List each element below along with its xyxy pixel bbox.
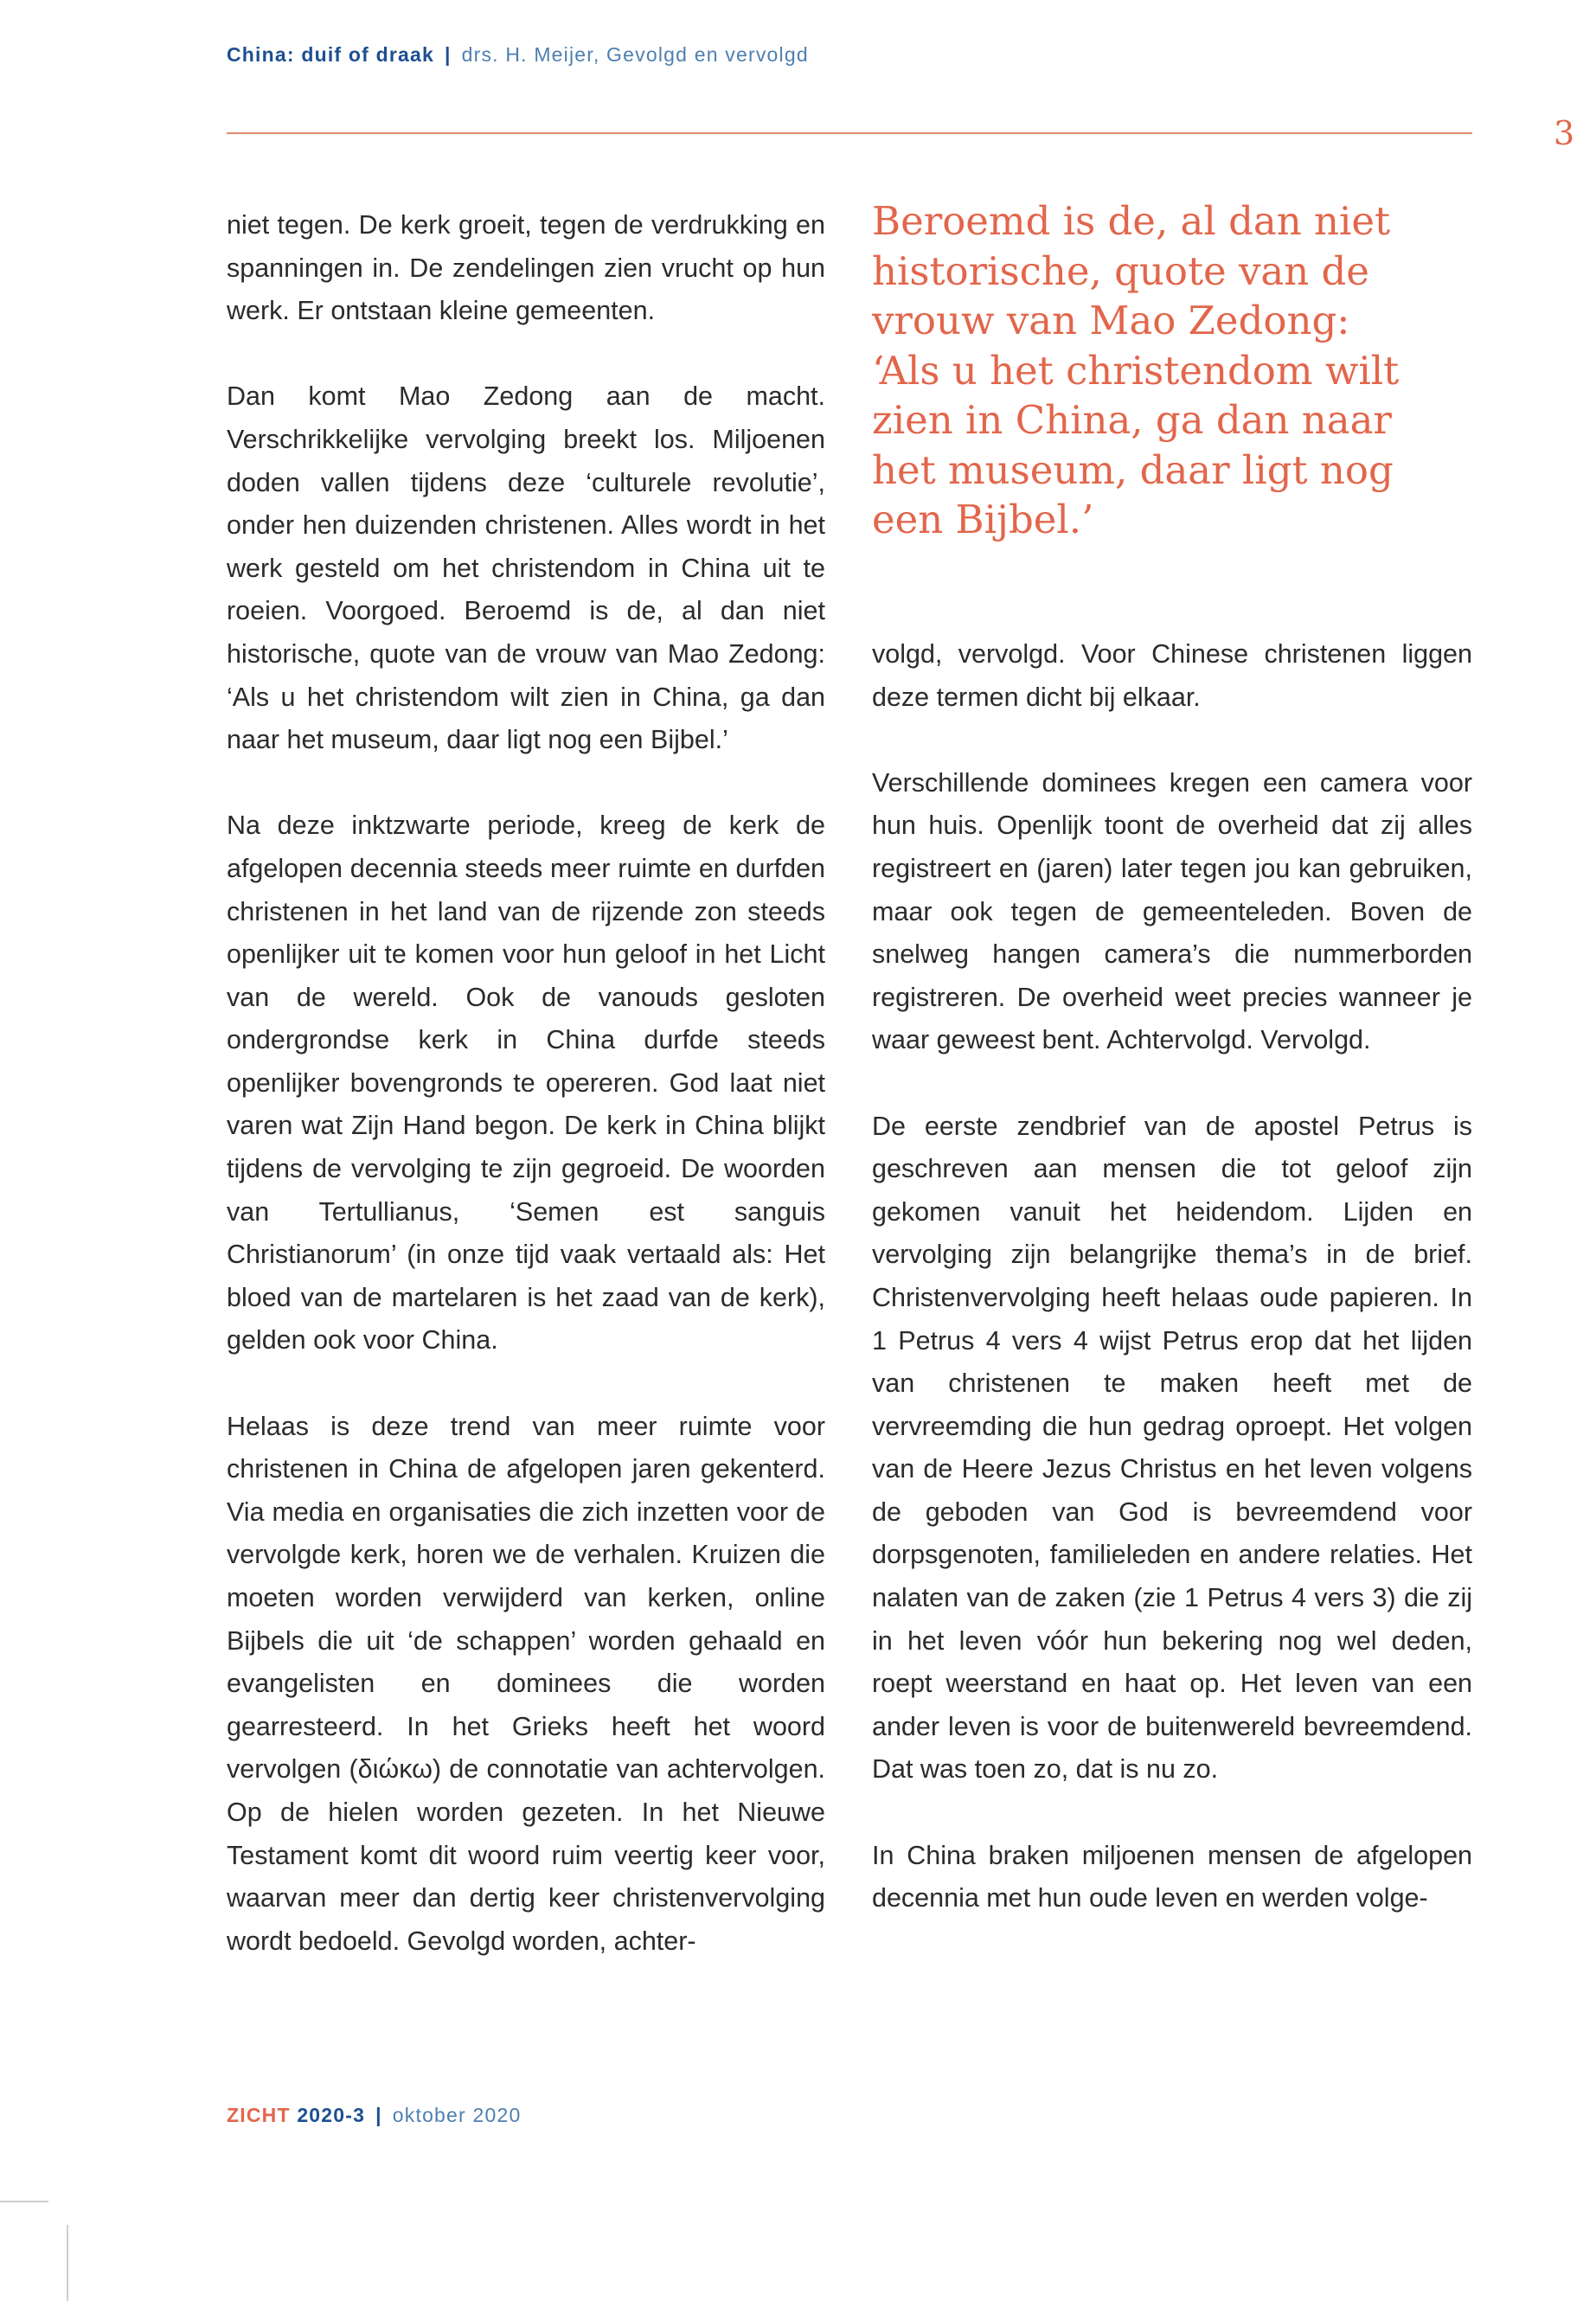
magazine-name: ZICHT — [227, 2104, 291, 2126]
paragraph: volgd, vervolgd. Voor Chinese christenen liggen deze termen dicht bij elkaar. — [872, 639, 1472, 712]
right-column — [872, 633, 1472, 1963]
crop-mark-horizontal — [0, 2201, 48, 2202]
paragraph: Na deze inktzwarte periode, kreeg de kerk de afgelopen decennia steeds meer ruimte en durfden christenen in het land van de rijzende zon steeds openlijker uit te komen voor hun geloof in het Licht van de wereld. Ook de vanouds gesloten ondergrondse kerk in China durfde steeds openlijker bovengronds te opereren. God laat niet varen wat Zijn Hand begon. De kerk in China blijkt tijdens de vervolging te zijn gegroeid. De woorden van Tertullianus, ‘Semen est sanguis Christianorum’ (in onze tijd vaak vertaald als: Het bloed van de martelaren is het zaad van de kerk), gelden ook voor China. — [227, 811, 825, 1356]
paragraph: Dan komt Mao Zedong aan de macht. Verschrikkelijke vervolging breekt los. Miljoenen doden vallen tijdens deze ‘culturele revolutie’, onder hen duizenden christenen. Alles wordt in het werk gesteld om het christendom in China uit te roeien. Voorgoed. Beroemd is de, al dan niet historische, quote van de vrouw van Mao Zedong: ‘Als u het christendom wilt zien in China, ga dan naar het museum, daar ligt nog een Bijbel.’ — [227, 381, 825, 755]
running-header — [227, 43, 809, 67]
issue-number: 2020-3 — [297, 2104, 366, 2126]
paragraph: Helaas is deze trend van meer ruimte voor christenen in China de afgelopen jaren gekenterd. Via media en organisaties die zich inzetten voor de vervolgde kerk, horen we de verhalen. Kruizen die moeten worden verwijderd van kerken, online Bijbels die uit ‘de schappen’ worden gehaald en evangelisten en dominees die worden gearresteerd. In het Grieks heeft het woord vervolgen (διώκω) de connotatie van achtervolgen. Op de hielen worden gezeten. In het Nieuwe Testament komt dit woord ruim veertig keer voor, waarvan meer dan dertig keer christenvervolging wordt bedoeld. Gevolgd worden, achter- — [227, 1411, 825, 1956]
paragraph: niet tegen. De kerk groeit, tegen de verdrukking en spanningen in. De zendelingen zien vrucht op hun werk. Er ontstaan kleine gemeenten. — [227, 210, 825, 326]
footer-separator: | — [375, 2104, 382, 2126]
header-separator: | — [444, 43, 452, 66]
page-number: 3 — [1554, 114, 1575, 152]
left-column — [227, 204, 825, 2006]
issue-date: oktober 2020 — [392, 2104, 522, 2126]
paragraph: Verschillende dominees kregen een camera voor hun huis. Openlijk toont de overheid dat zij alles registreert en (jaren) later tegen jou kan gebruiken, maar ook tegen de gemeenteleden. Boven de snelweg hangen camera’s die nummerborden registreren. De overheid weet precies wanneer je waar geweest bent. Achtervolgd. Vervolgd. — [872, 767, 1472, 1055]
pull-quote: Beroemd is de, al dan niet historische, quote van de vrouw van Mao Zedong: ‘Als u het christendom wilt zien in China, ga dan naar het museum, daar ligt nog een Bijbel.’ — [872, 198, 1400, 542]
header-rule — [227, 132, 1472, 134]
paragraph: In China braken miljoenen mensen de afgelopen decennia met hun oude leven en werden volge- — [872, 1840, 1472, 1913]
paragraph: De eerste zendbrief van de apostel Petrus is geschreven aan mensen die tot geloof zijn gekomen vanuit het heidendom. Lijden en vervolging zijn belangrijke thema’s in de brief. Christenvervolging heeft helaas oude papieren. In 1 Petrus 4 vers 4 wijst Petrus erop dat het lijden van christenen te maken heeft met de vervreemding die hun gedrag oproept. Het volgen van de Heere Jezus Christus en het leven volgens de geboden van God is bevreemdend voor dorpsgenoten, familieleden en andere relaties. Het nalaten van de zaken (zie 1 Petrus 4 vers 3) die zij in het leven vóór hun bekering nog wel deden, roept weerstand en haat op. Het leven van een ander leven is voor de buitenwereld bevreemdend. Dat was toen zo, dat is nu zo. — [872, 1111, 1472, 1785]
crop-mark-vertical — [67, 2225, 68, 2301]
running-footer — [227, 2104, 521, 2127]
article-author-title: drs. H. Meijer, Gevolgd en vervolgd — [461, 43, 809, 66]
publication-title: China: duif of draak — [227, 43, 434, 66]
